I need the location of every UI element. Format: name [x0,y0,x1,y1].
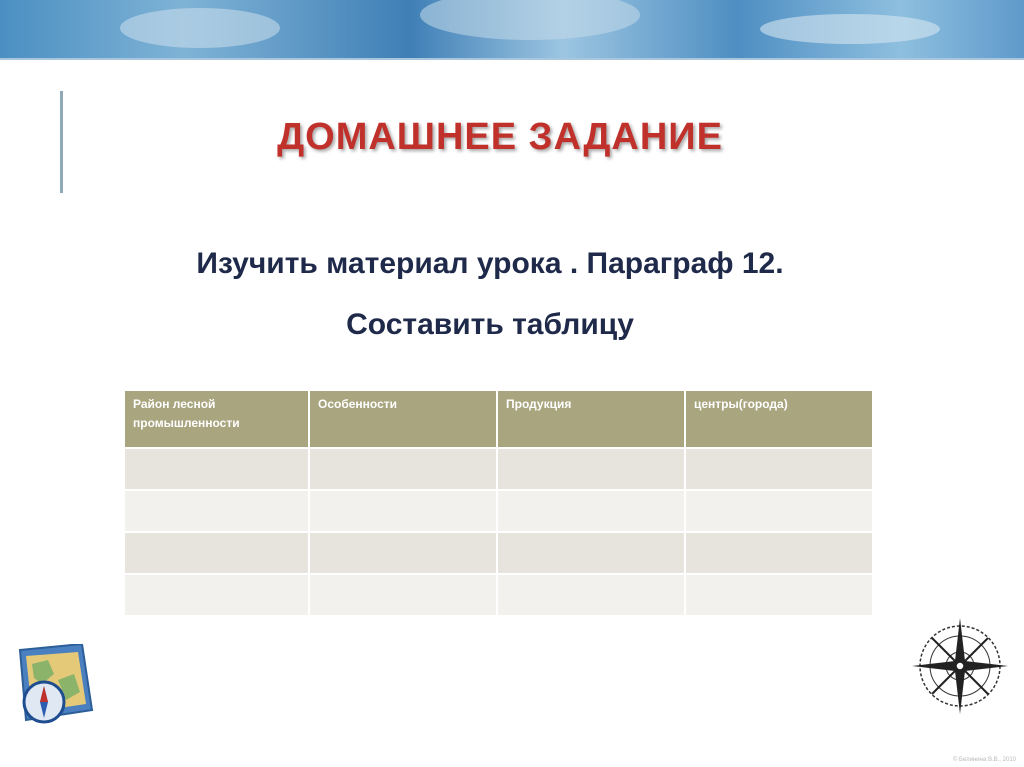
instruction-line-2: Составить таблицу [346,308,634,341]
table-cell [310,575,496,615]
table-cell [686,491,872,531]
header-region: Район лесной промышленности [125,391,308,447]
table-cell [498,449,684,489]
table-cell [310,491,496,531]
homework-table [123,389,874,617]
table-cell [310,533,496,573]
table-cell [498,533,684,573]
header-features: Особенности [310,391,496,447]
table-cell [498,575,684,615]
table-cell [498,491,684,531]
compass-rose-icon [906,604,1014,724]
top-banner [0,0,1024,60]
table-cell [125,533,308,573]
table-cell [125,449,308,489]
title-accent-bar [60,91,63,193]
table-header-row [125,391,872,447]
table-cell [686,533,872,573]
header-products: Продукция [498,391,684,447]
table-row [125,491,872,531]
instruction-line-1: Изучить материал урока . Параграф 12. [196,247,784,280]
header-centers: центры(города) [686,391,872,447]
table-cell [125,491,308,531]
table-row [125,575,872,615]
table-cell [686,449,872,489]
banner-divider [0,58,1024,60]
copyright-note: © Белинина В.В., 2010 [952,757,1016,763]
table-row [125,533,872,573]
map-compass-icon [12,644,94,728]
table-cell [686,575,872,615]
table-cell [310,449,496,489]
table-cell [125,575,308,615]
slide-title: ДОМАШНЕЕ ЗАДАНИЕ [277,116,723,158]
table-row [125,449,872,489]
